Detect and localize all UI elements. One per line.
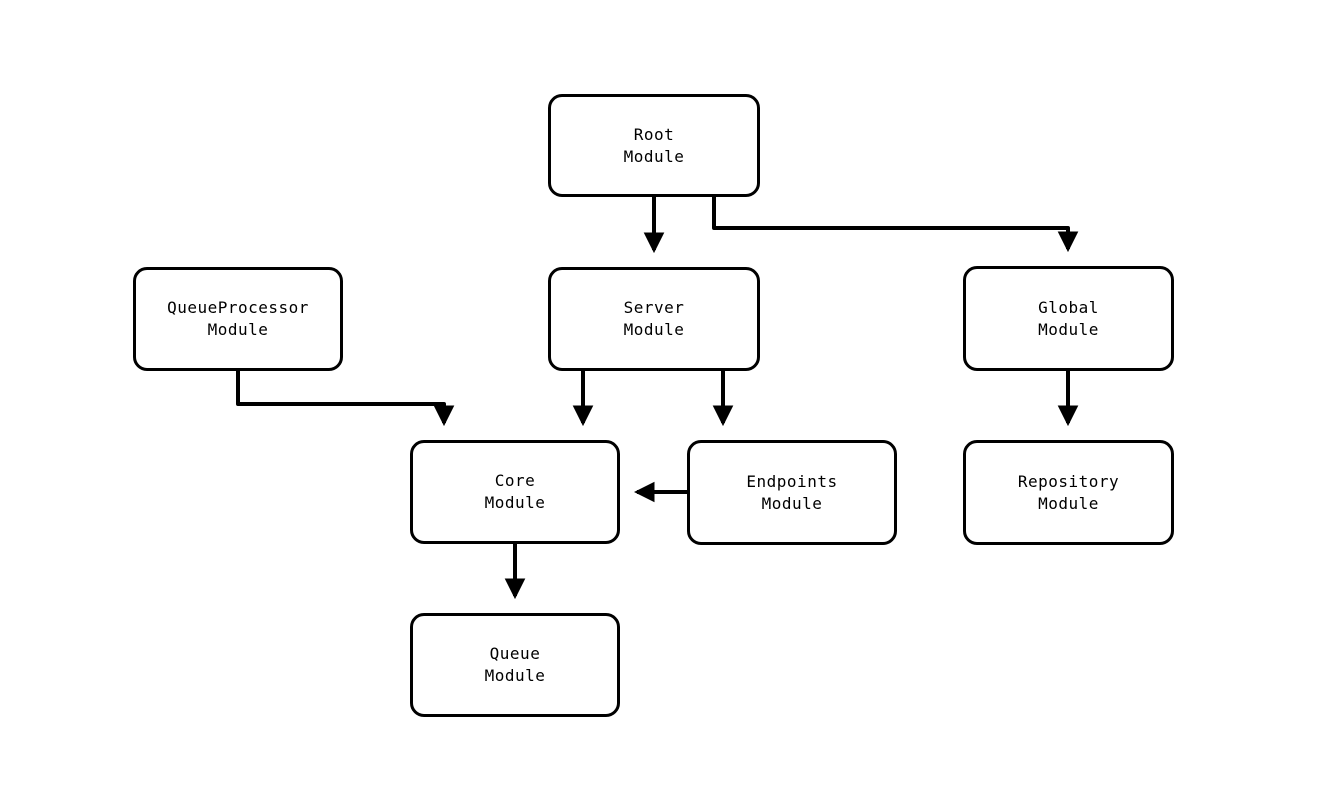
node-label-line1: QueueProcessor: [167, 298, 309, 317]
node-label-line1: Queue: [489, 644, 541, 663]
node-core-module[interactable]: [410, 440, 620, 544]
node-label-line2: Module: [484, 666, 546, 685]
edge-queueprocessor-to-core: [238, 371, 444, 423]
node-endpoints-module[interactable]: [687, 440, 897, 545]
node-label-line1: Global: [1038, 297, 1099, 317]
node-label-line2: Module: [1038, 493, 1099, 513]
node-label-line1: Root: [633, 124, 675, 144]
node-label-line1: Core: [494, 471, 536, 490]
node-label-line2: Module: [484, 493, 546, 512]
edge-root-to-global: [714, 197, 1068, 249]
node-queue-module[interactable]: [410, 613, 620, 717]
node-label-line1: Endpoints: [746, 471, 838, 491]
node-queueprocessor-module[interactable]: [133, 267, 343, 371]
node-label-line2: Module: [207, 320, 269, 339]
node-root-module[interactable]: [548, 94, 760, 197]
node-global-module[interactable]: [963, 266, 1174, 371]
node-server-module[interactable]: [548, 267, 760, 371]
node-label-line1: Server: [623, 298, 685, 317]
node-repository-module[interactable]: [963, 440, 1174, 545]
node-label-line2: Module: [1038, 319, 1099, 339]
node-label-line2: Module: [623, 320, 685, 339]
node-label-line2: Module: [761, 493, 823, 513]
node-label-line2: Module: [623, 146, 685, 166]
node-label-line1: Repository: [1017, 471, 1120, 491]
